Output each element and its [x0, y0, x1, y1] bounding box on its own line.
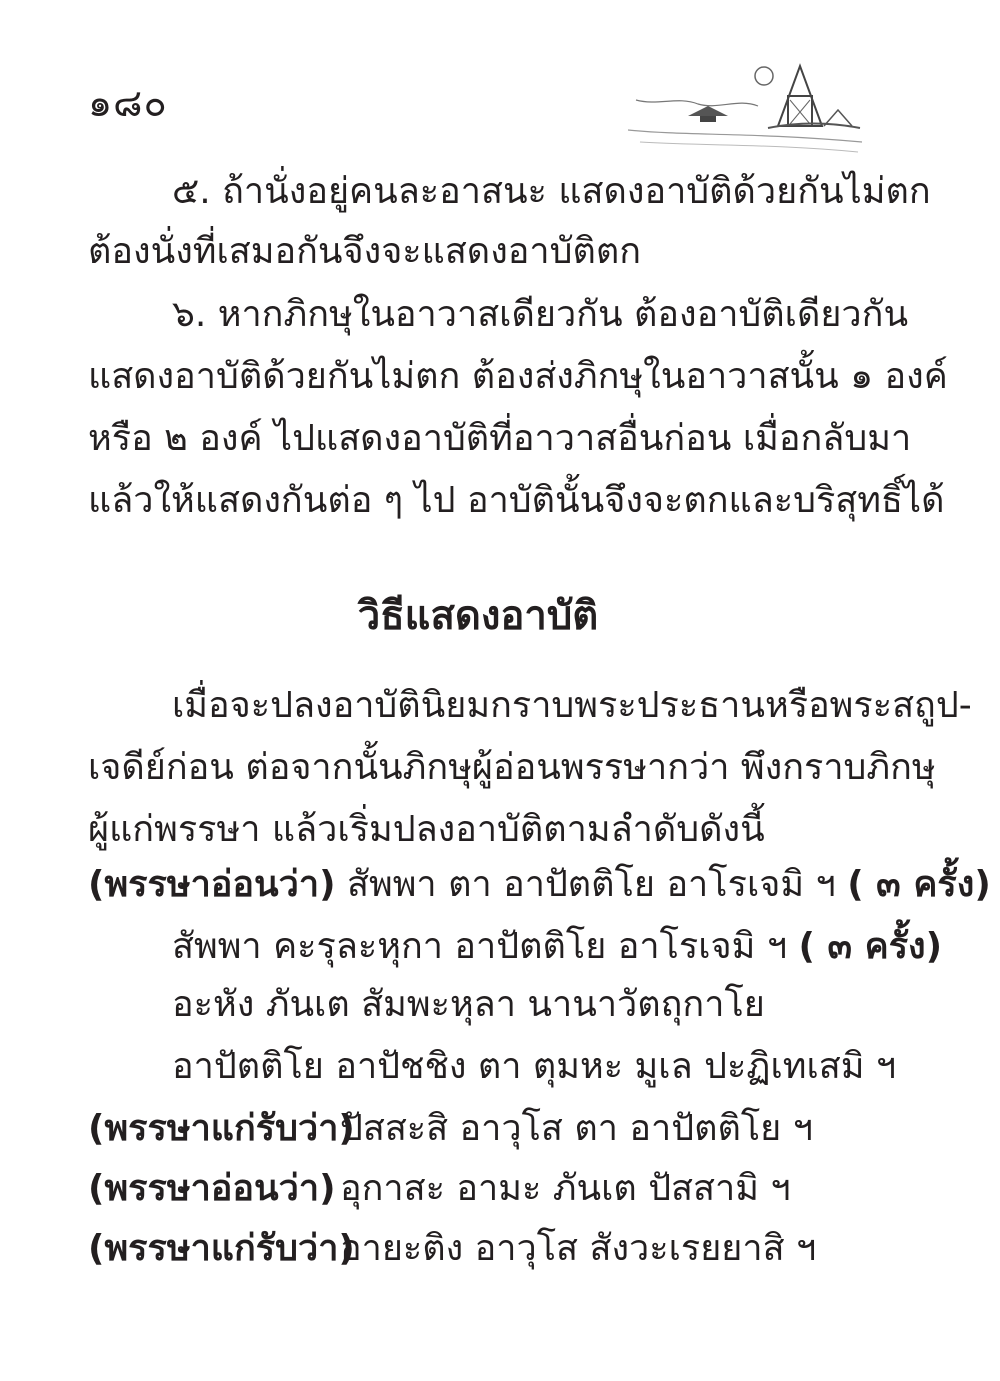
paragraph-5-line-1: ๕. ถ้านั่งอยู่คนละอาสนะ แสดงอาบัติด้วยกันไม่ตก	[172, 171, 931, 212]
intro-line-1: เมื่อจะปลงอาบัตินิยมกราบพระประธานหรือพระสถูป-	[172, 685, 972, 726]
paragraph-5-line-2: ต้องนั่งที่เสมอกันจึงจะแสดงอาบัติตก	[88, 231, 642, 272]
recitation-line-3	[172, 975, 868, 1035]
recitation-line-4	[172, 1037, 897, 1097]
recitation-text: สัพพา ตา อาปัตติโย อาโรเจมิ ฯ	[335, 864, 848, 905]
recitation-text: ปัสสะสิ อาวุโส ตา อาปัตติโย ฯ	[340, 1108, 813, 1149]
repeat-count: ( ๓ ครั้ง)	[798, 926, 943, 967]
temple-landscape-icon	[628, 46, 868, 158]
recitation-line-1	[88, 855, 991, 915]
recitation-line-2	[172, 917, 943, 977]
speaker-label: (พรรษาแก่รับว่า)	[88, 1228, 355, 1269]
recitation-text: อะหัง ภันเต สัมพะหุลา นานาวัตถุกาโย	[172, 984, 765, 1025]
paragraph-6-line-2: แสดงอาบัติด้วยกันไม่ตก ต้องส่งภิกษุในอาวาสนั้น ๑ องค์	[88, 356, 948, 397]
recitation-text: อุกาสะ อามะ ภันเต ปัสสามิ ฯ	[340, 1168, 791, 1209]
intro-line-3: ผู้แก่พรรษา แล้วเริ่มปลงอาบัติตามลำดับดังนี้	[88, 809, 765, 850]
recitation-line-7	[88, 1219, 868, 1279]
paragraph-6-line-3: หรือ ๒ องค์ ไปแสดงอาบัติที่อาวาสอื่นก่อน เมื่อกลับมา	[88, 418, 912, 459]
paragraph-6-line-1: ๖. หากภิกษุในอาวาสเดียวกัน ต้องอาบัติเดียวกัน	[172, 294, 909, 335]
repeat-count: ( ๓ ครั้ง)	[847, 864, 991, 905]
page-number: ๑๘๐	[88, 81, 168, 125]
recitation-text: อาปัตติโย อาปัชชิง ตา ตุมหะ มูเล ปะฏิเทเสมิ ฯ	[172, 1046, 897, 1087]
speaker-label: (พรรษาอ่อนว่า)	[88, 1168, 336, 1209]
speaker-label: (พรรษาอ่อนว่า)	[88, 864, 336, 905]
paragraph-6-line-4: แล้วให้แสดงกันต่อ ๆ ไป อาบัตินั้นจึงจะตกและบริสุทธิ์ได้	[88, 480, 945, 521]
recitation-line-6	[88, 1159, 868, 1219]
speaker-label: (พรรษาแก่รับว่า)	[88, 1108, 355, 1149]
recitation-text: อายะติง อาวุโส สังวะเรยยาสิ ฯ	[340, 1228, 817, 1269]
recitation-line-5	[88, 1099, 868, 1159]
recitation-text: สัพพา คะรุละหุกา อาปัตติโย อาโรเจมิ ฯ	[172, 926, 799, 967]
intro-line-2: เจดีย์ก่อน ต่อจากนั้นภิกษุผู้อ่อนพรรษากว่า พึงกราบภิกษุ	[88, 747, 936, 788]
section-heading: วิธีแสดงอาบัติ	[357, 593, 599, 639]
